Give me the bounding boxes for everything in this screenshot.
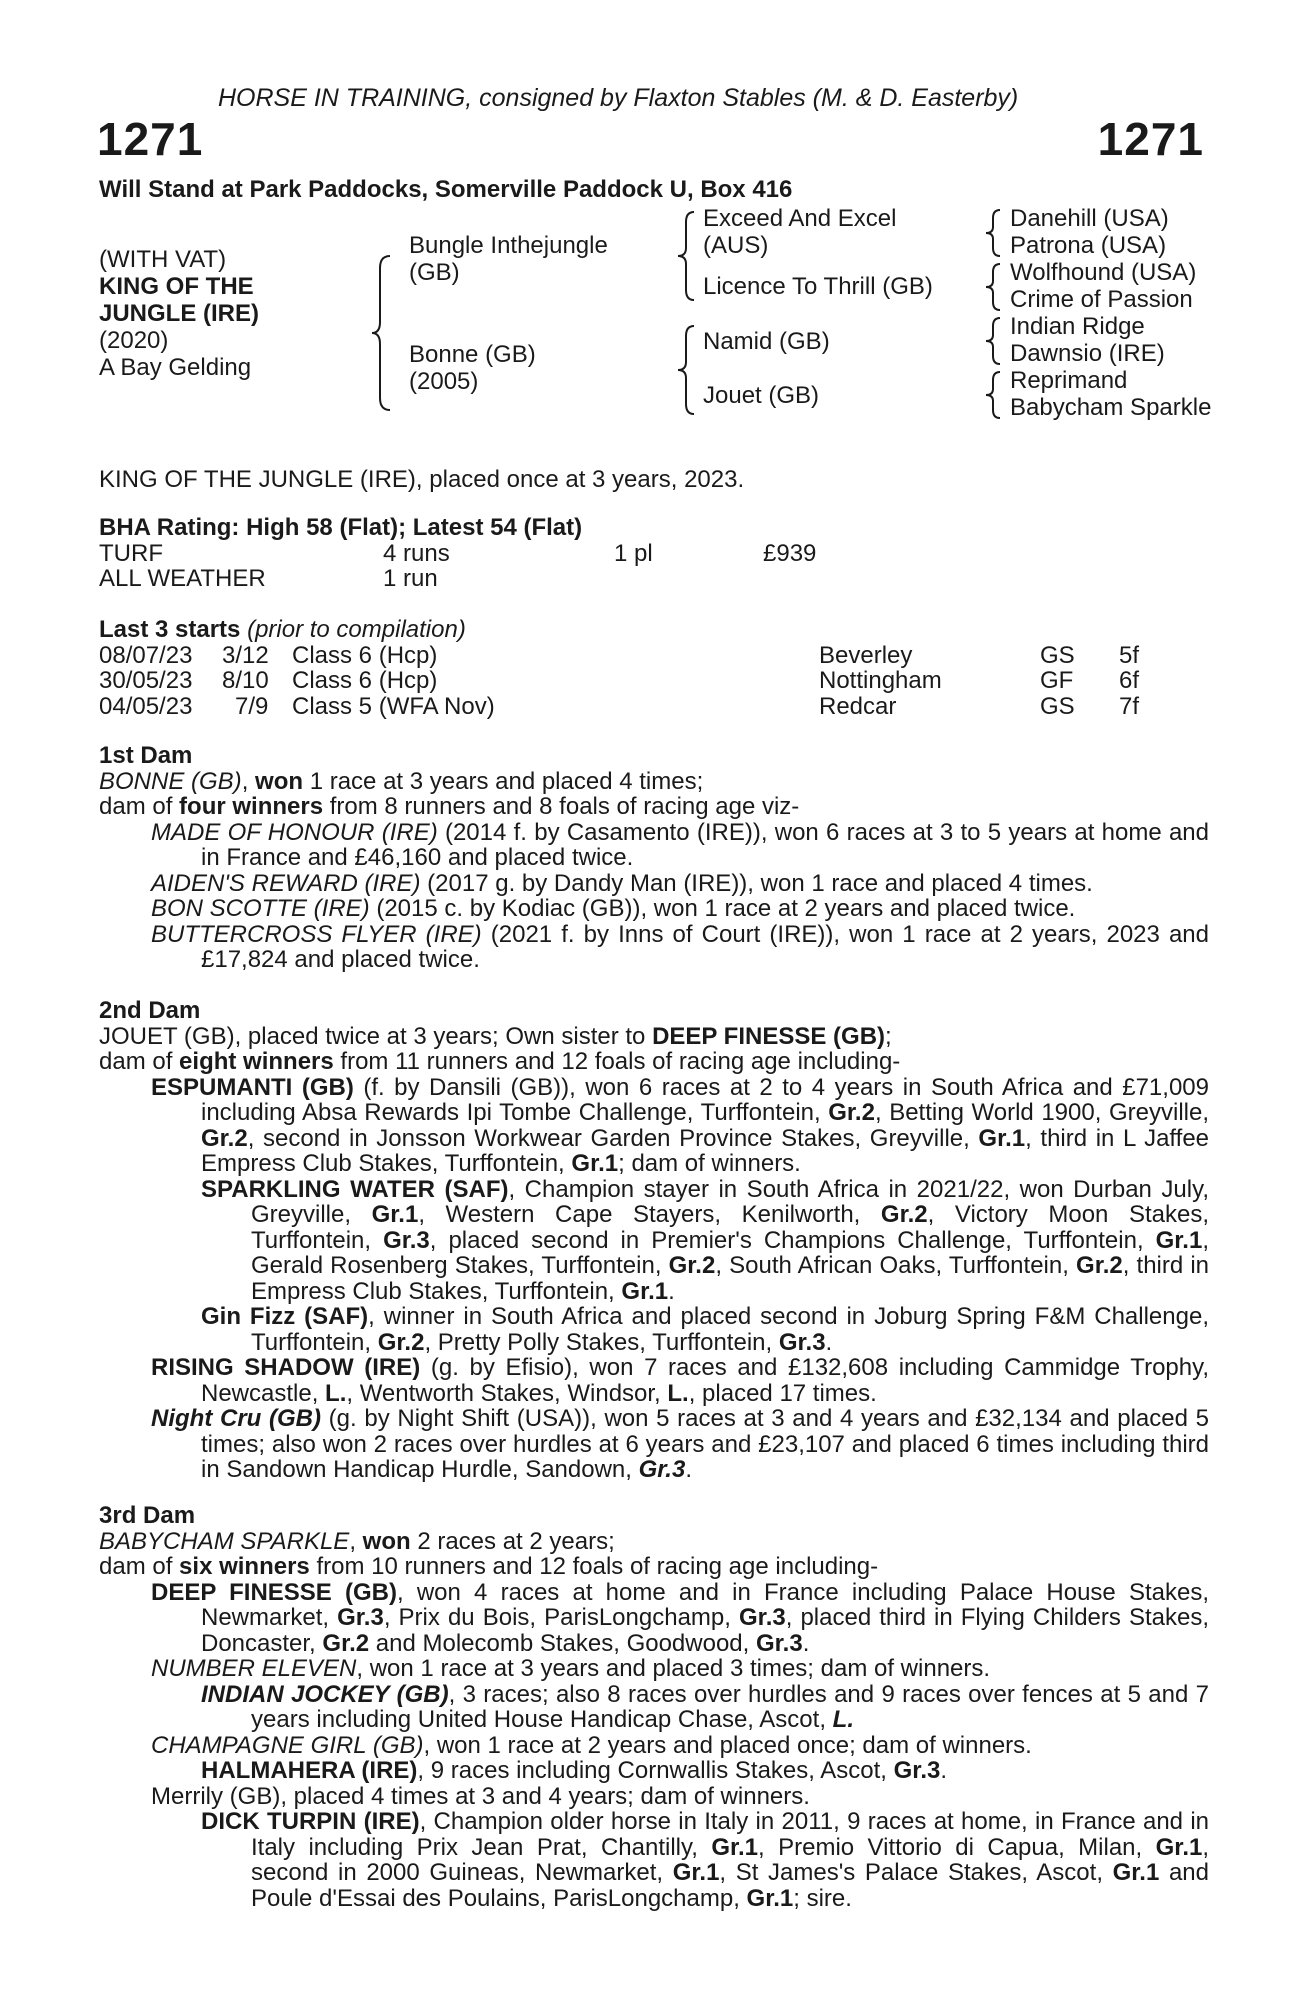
progeny-entry [151, 1784, 1209, 1810]
text-run: L. [667, 1379, 689, 1407]
text-run: Indian Ridge [1010, 313, 1145, 340]
text-run: Bungle Inthejungle [409, 232, 608, 259]
text-run: , Western Cape Stayers, Kenilworth, [418, 1201, 881, 1228]
text-run: from 11 runners and 12 foals of racing age including- [333, 1048, 901, 1075]
text-run: AIDEN'S REWARD (IRE) [151, 869, 421, 897]
text-run: 4 runs [383, 539, 450, 567]
text-run: , Prix du Bois, ParisLongchamp, [383, 1604, 740, 1631]
starts-heading: Last 3 starts [99, 616, 241, 643]
dam [409, 341, 536, 395]
progeny-entry [151, 871, 1209, 897]
lot-number-right: 1271 [1097, 113, 1204, 165]
text-run: , South African Oaks, Turffontein, [715, 1252, 1077, 1279]
text-run: (g. by Night Shift (USA)), won 5 races at 3 and 4 years and £32,134 and placed 5 times; also won 2 races over hurdles at 6 years and £23,107 and placed 6 times including third in Sandown Handicap Hurdle, Sandown, [201, 1405, 1209, 1483]
text-run: , Victory Moon Stakes, Turffontein, [251, 1201, 1210, 1254]
text-run: Beverley [819, 641, 913, 669]
text-run: CHAMPAGNE GIRL (GB) [151, 1731, 424, 1759]
text-run: dam of [99, 1553, 180, 1580]
text-run: 2 races at 2 years; [410, 1527, 615, 1555]
text-run: £939 [763, 539, 817, 567]
gp-brace-3 [984, 316, 1004, 366]
dam-sire: Namid (GB) [703, 328, 830, 355]
text-run: . [668, 1277, 675, 1305]
progeny-entry [201, 1682, 1209, 1733]
text-run: Crime of Passion [1010, 286, 1193, 313]
text-run: , 3 races; also 8 races over hurdles and 9 races over fences at 5 and 7 years including United House Handicap Chase, Ascot, [251, 1680, 1209, 1733]
horse-name-line2: JUNGLE (IRE) [99, 300, 260, 327]
text-run: Gin Fizz (SAF) [201, 1303, 369, 1330]
text-run: and Molecomb Stakes, Goodwood, [369, 1629, 756, 1657]
text-run: , placed second in Premier's Champions Challenge, Turffontein, [429, 1226, 1156, 1254]
text-run: , [349, 1527, 363, 1555]
sire-dam: Licence To Thrill (GB) [703, 273, 933, 300]
rating-row-aw [99, 566, 1209, 592]
text-run: , second in Jonsson Workwear Garden Province Stakes, Greyville, [247, 1124, 979, 1152]
text-run: . [685, 1456, 692, 1483]
text-run: 04/05/23 [99, 692, 193, 720]
text-run: BUTTERCROSS FLYER (IRE) [151, 920, 482, 948]
text-run: , third in L Jaffee Empress Club Stakes, Turffontein, [201, 1124, 1210, 1177]
text-run: and Poule d'Essai des Poulains, ParisLongchamp, [251, 1859, 1210, 1912]
text-run: (2014 f. by Casamento (IRE)), won 6 races at 3 to 5 years at home and in France and £46,160 and placed twice. [201, 818, 1209, 871]
text-run: , Wentworth Stakes, Windsor, [346, 1379, 668, 1407]
text-run: , [241, 767, 256, 795]
text-line [99, 1024, 1209, 1050]
text-run: . [825, 1328, 833, 1356]
text-run: Gr.1 [746, 1884, 794, 1912]
text-run: (2005) [409, 368, 479, 395]
text-run: DEEP FINESSE (GB) [151, 1578, 397, 1606]
text-run: 5f [1119, 641, 1140, 669]
text-run: . [802, 1629, 810, 1657]
text-run: from 10 runners and 12 foals of racing age including- [309, 1553, 879, 1580]
text-run: Gr.3 [383, 1226, 430, 1254]
text-run: (AUS) [703, 232, 769, 259]
progeny-entry [201, 1758, 1209, 1784]
rating-heading: BHA Rating: High 58 (Flat); Latest 54 (Flat) [99, 514, 583, 541]
text-run: Patrona (USA) [1010, 232, 1167, 259]
text-run: Exceed And Excel [703, 205, 897, 232]
text-run: (f. by Dansili (GB)), won 6 races at 2 to 4 years in South Africa and £71,009 including Absa Rewards Ipi Tombe Challenge, Turffontein, [201, 1073, 1209, 1126]
text-run: , won 4 races at home and in France including Palace House Stakes, Newmarket, [201, 1578, 1209, 1631]
first-dam-section [99, 743, 1209, 973]
text-run: GF [1040, 667, 1074, 694]
text-run: DICK TURPIN (IRE) [201, 1808, 420, 1835]
text-run: dam of [99, 793, 180, 820]
text-run: ESPUMANTI (GB) [151, 1073, 354, 1101]
text-run: Gr.3 [778, 1328, 826, 1356]
text-run: (GB) [409, 259, 460, 286]
text-run: , winner in South Africa and placed second in Joburg Spring F&M Challenge, Turffontein, [251, 1303, 1209, 1356]
text-run: Redcar [819, 692, 897, 720]
text-run: Gr.2 [828, 1099, 875, 1126]
starts-section [99, 617, 1209, 719]
text-run: Gr.3 [756, 1629, 803, 1657]
text-run: , 9 races including Cornwallis Stakes, Ascot, [417, 1757, 894, 1784]
text-run: , placed 17 times. [688, 1379, 877, 1407]
text-run: Dawnsio (IRE) [1010, 340, 1165, 367]
text-run: eight winners [179, 1048, 334, 1075]
text-run: Class 6 (Hcp) [292, 667, 438, 694]
progeny-entry [151, 1406, 1209, 1483]
start-row [99, 668, 1209, 694]
start-row [99, 643, 1209, 669]
text-run: , placed third in Flying Childers Stakes, Doncaster, [201, 1604, 1210, 1657]
progeny-entry [151, 922, 1209, 973]
text-run: Night Cru (GB) [151, 1405, 321, 1432]
text-line [99, 769, 1209, 795]
text-run: (2015 c. by Kodiac (GB)), won 1 race at 2 years and placed twice. [369, 895, 1076, 922]
rating-section [99, 515, 1209, 592]
text-run: Gr.1 [1155, 1226, 1203, 1254]
consignment-line: HORSE IN TRAINING, consigned by Flaxton Stables (M. & D. Easterby) [218, 84, 1019, 112]
text-run: 1 pl [614, 539, 653, 567]
text-run: Reprimand [1010, 367, 1128, 394]
text-run: Class 5 (WFA Nov) [292, 692, 495, 720]
text-run: Gr.2 [1076, 1252, 1123, 1279]
text-run: dam of [99, 1048, 180, 1075]
text-run: Class 6 (Hcp) [292, 641, 438, 669]
text-run: 8/10 [222, 667, 269, 694]
text-run: , Betting World 1900, Greyville, [874, 1099, 1209, 1126]
gp-brace-1 [984, 208, 1004, 258]
text-run: Gr.3 [739, 1604, 786, 1631]
text-run: four winners [179, 793, 324, 820]
text-run: , St James's Palace Stakes, Ascot, [719, 1859, 1113, 1886]
text-run: won [255, 767, 304, 795]
third-dam-section [99, 1503, 1209, 1911]
sire-line-brace [676, 210, 698, 302]
progeny-entry [151, 1355, 1209, 1406]
progeny-entry [151, 820, 1209, 871]
text-run: GS [1040, 692, 1075, 720]
text-line [99, 1554, 1209, 1580]
text-run: Gr.1 [371, 1201, 419, 1228]
gp-brace-2 [984, 262, 1004, 312]
text-run: JOUET (GB), placed twice at 3 years; Own sister to [99, 1022, 653, 1050]
dam-line-brace [676, 324, 698, 416]
text-run: Merrily (GB), placed 4 times at 3 and 4 years; dam of winners. [151, 1782, 810, 1810]
horse-name-line1: KING OF THE [99, 273, 254, 300]
text-run: , Pretty Polly Stakes, Turffontein, [424, 1328, 779, 1356]
text-run: MADE OF HONOUR (IRE) [151, 818, 438, 846]
text-run: , Gerald Rosenberg Stakes, Turffontein, [251, 1226, 1209, 1279]
text-run: 7f [1119, 692, 1140, 720]
text-run: . [940, 1757, 948, 1784]
progeny-entry [201, 1809, 1209, 1911]
progeny-entry [151, 1733, 1209, 1759]
text-run: 6f [1119, 667, 1140, 694]
text-run: BONNE (GB) [99, 767, 242, 795]
text-run: six winners [179, 1553, 310, 1580]
text-run: SPARKLING WATER (SAF) [201, 1175, 509, 1203]
text-run: BABYCHAM SPARKLE [99, 1527, 350, 1555]
rating-row-turf [99, 541, 1209, 567]
sire [409, 232, 608, 286]
text-line [99, 794, 1209, 820]
starts-note: (prior to compilation) [247, 616, 466, 643]
text-run: Gr.1 [621, 1277, 669, 1305]
stand-location: Will Stand at Park Paddocks, Somerville Paddock U, Box 416 [99, 176, 793, 203]
text-run: , Champion stayer in South Africa in 2021/22, won Durban July, Greyville, [251, 1175, 1209, 1228]
text-run: from 8 runners and 8 foals of racing age viz- [323, 793, 800, 820]
text-run: Gr.2 [880, 1201, 928, 1228]
progeny-entry [201, 1304, 1209, 1355]
text-run: TURF [99, 539, 163, 567]
text-run: BON SCOTTE (IRE) [151, 895, 370, 922]
text-run: (2017 g. by Dandy Man (IRE)), won 1 race and placed 4 times. [420, 869, 1093, 897]
text-run: Gr.1 [978, 1124, 1026, 1152]
text-run: Gr.1 [672, 1859, 720, 1886]
text-run: Gr.3 [638, 1456, 686, 1483]
text-run: (2021 f. by Inns of Court (IRE)), won 1 race at 2 years, 2023 and £17,824 and placed twice. [201, 920, 1209, 973]
text-run: Babycham Sparkle [1010, 394, 1212, 421]
text-run: , Champion older horse in Italy in 2011, 9 races at home, in France and in Italy including Prix Jean Prat, Chantilly, [251, 1808, 1209, 1861]
text-run: 30/05/23 [99, 667, 193, 694]
horse-info [99, 246, 259, 381]
text-run: ; [885, 1022, 892, 1050]
text-run: Wolfhound (USA) [1010, 259, 1197, 286]
text-run: , third in Empress Club Stakes, Turffontein, [251, 1252, 1210, 1305]
text-run: Bonne (GB) [409, 341, 536, 368]
text-run: 08/07/23 [99, 641, 193, 669]
text-run: Gr.3 [893, 1757, 941, 1784]
text-run: , second in 2000 Guineas, Newmarket, [251, 1833, 1210, 1886]
second-dam-section [99, 998, 1209, 1483]
text-run: won [362, 1527, 411, 1555]
text-run: Gr.2 [201, 1124, 248, 1152]
text-run: Gr.1 [571, 1150, 619, 1177]
second-dam-heading: 2nd Dam [99, 997, 201, 1024]
race-summary: KING OF THE JUNGLE (IRE), placed once at 3 years, 2023. [99, 466, 745, 493]
text-run: Gr.2 [668, 1252, 716, 1279]
text-run: 7/9 [235, 692, 269, 720]
text-run: HALMAHERA (IRE) [201, 1757, 418, 1784]
start-row [99, 694, 1209, 720]
text-run: L. [832, 1706, 854, 1733]
horse-description: A Bay Gelding [99, 354, 252, 381]
progeny-entry [201, 1177, 1209, 1305]
text-run: GS [1040, 641, 1075, 669]
gp-brace-4 [984, 370, 1004, 420]
sire-dam-brace [370, 254, 394, 412]
text-run: Gr.1 [1155, 1833, 1203, 1861]
progeny-entry [151, 1075, 1209, 1177]
foaling-year: (2020) [99, 327, 169, 354]
text-run: Gr.2 [322, 1629, 370, 1657]
text-run: DEEP FINESSE (GB) [652, 1022, 886, 1050]
text-run: 1 run [383, 565, 438, 592]
text-run: Danehill (USA) [1010, 205, 1169, 232]
text-run: (g. by Efisio), won 7 races and £132,608 including Cammidge Trophy, Newcastle, [201, 1354, 1209, 1407]
text-line [99, 1049, 1209, 1075]
text-run: Gr.2 [377, 1328, 425, 1356]
text-run: , Premio Vittorio di Capua, Milan, [758, 1833, 1156, 1861]
text-run: ; dam of winners. [618, 1150, 801, 1177]
text-run: , won 1 race at 3 years and placed 3 times; dam of winners. [356, 1655, 991, 1682]
progeny-entry [151, 1580, 1209, 1657]
first-dam-heading: 1st Dam [99, 742, 193, 769]
text-run: ALL WEATHER [99, 565, 266, 592]
text-run: Gr.1 [1112, 1859, 1160, 1886]
lot-number-left: 1271 [97, 113, 204, 165]
text-run: 3/12 [222, 641, 269, 669]
text-run: Nottingham [819, 667, 942, 694]
text-run: NUMBER ELEVEN [151, 1655, 357, 1682]
text-run: , won 1 race at 2 years and placed once; dam of winners. [423, 1731, 1032, 1759]
text-run: Gr.1 [711, 1833, 759, 1861]
dam-dam: Jouet (GB) [703, 382, 820, 409]
third-dam-heading: 3rd Dam [99, 1502, 196, 1529]
progeny-entry [151, 896, 1209, 922]
text-run: L. [325, 1379, 347, 1407]
great-grandparents [1010, 205, 1211, 421]
text-run: 1 race at 3 years and placed 4 times; [303, 767, 704, 795]
text-run: INDIAN JOCKEY (GB) [201, 1680, 449, 1708]
sire-sire [703, 205, 896, 259]
text-line [99, 1529, 1209, 1555]
progeny-entry [151, 1656, 1209, 1682]
text-run: ; sire. [793, 1884, 852, 1912]
text-run: Gr.3 [337, 1604, 384, 1631]
text-run: RISING SHADOW (IRE) [151, 1354, 421, 1381]
vat-note: (WITH VAT) [99, 246, 227, 273]
